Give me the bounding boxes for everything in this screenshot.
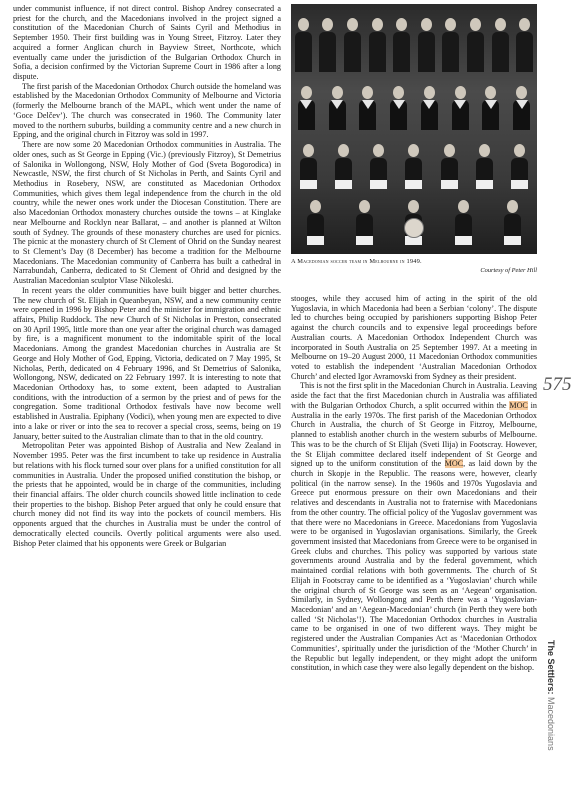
- person-figure: [393, 18, 410, 72]
- person-figure: [418, 18, 435, 72]
- person-figure: [492, 18, 509, 72]
- person-figure: [370, 144, 387, 189]
- split-text-3: , as laid down by the church in Skopje in the Republic. The reasons were, however, clearly political (in the narrow sense). In the 1960s and 1970s Yugoslavia and Greece put enormous pressure on their own Macedonians and their relatives and descendants in Australia not to fraternise with Macedonians from the other country. The official policy of the Yugoslav government was that there were no Macedonians in Greece. Macedonians from Yugoslavia were to be organised in Yugoslavian organisations. Similarly, the Greek government insisted that Macedonians from Greece were to be organised in Greek clubs and churches. This policy was supported by various state governments around Australia and by the federal government, which maintained cordial relations with both governments. The church of St Elijah in Footscray came to be identified as a ‘Yugoslavian’ church while the original church of St George was seen as an ‘Aegean’ organisation. Similarly, in Sydney, Wollongong and Perth there was a ‘Yugoslavian-Macedonian’ and an ‘Aegean-Macedonian’ church (in Perth they were both called ‘St Nicholas’!). The Macedonian Orthodox churches in Australia came to be organised in one of two different ways. They might be registered under the Australian Companies Act as ‘Macedonian Orthodox Communities’, spiritually under the jurisdiction of the ‘Mother Church’ in the Republic but legally independent, or they might adopt the uniform constitution, in which case they were also legally dependent on the bishop.: [291, 459, 538, 673]
- photo-seated-row: [291, 144, 537, 189]
- person-figure: [513, 86, 530, 130]
- paragraph-metropolitan-peter: Metropolitan Peter was appointed Bishop of Australia and New Zealand in November 1995. Peter was the first incumbent to take up residence in Australia but relations with his flock turned sour over plans for a unified constitution for all communities in Australia. Under the proposed unified constitution the bishop, or the priests that he appointed, would be in charge of the communities, including their financial affairs. The older church councils showed little inclination to cede their properties to the bishop. Bishop Peter argued that only he could ensure that church money did not find its way into the pockets of council members. His opponents argued that the churches in Australia must be under the control of democratically elected councils. Overtly political arguments were also used. Bishop Peter claimed that his opponents were Greek or Bulgarian: [13, 441, 281, 548]
- person-figure: [511, 144, 528, 189]
- person-figure: [369, 18, 386, 72]
- photo-middle-row: [291, 86, 537, 130]
- person-figure: [319, 18, 336, 72]
- person-figure: [442, 18, 459, 72]
- person-figure: [359, 86, 376, 130]
- person-figure: [504, 200, 521, 245]
- person-figure: [298, 86, 315, 130]
- person-figure: [390, 86, 407, 130]
- person-figure: [405, 144, 422, 189]
- running-head-part: The Settlers:: [546, 640, 556, 695]
- paragraph-stooges: stooges, while they accused him of acting in the spirit of the old Yugoslavia, in which Macedonia had been a Serbian ‘colony’. The dispute led to churches being occupied by parishioners supporting Bishop Peter against the church councils and to expensive legal proceedings before Australian courts. A Macedonian Orthodox Independent Church was incorporated in South Australia on 25 September 1997. At a meeting in Melbourne on 19–20 August 2000, 11 Macedonian Orthodox communities voted to establish the independent ‘Australian Macedonian Orthodox Church’ and elected Igor Avramovski from Sydney as their president.: [291, 294, 537, 381]
- person-figure: [452, 86, 469, 130]
- split-text-1: This is not the first split in the Macedonian Church in Australia. Leaving aside the fact that the first Macedonian church in Australia was affiliated with the Bulgarian Orthodox Church, a split occurred within the: [291, 381, 537, 410]
- person-figure: [516, 18, 533, 72]
- person-figure: [356, 200, 373, 245]
- photo-caption: A Macedonian soccer team in Melbourne in 1949.: [291, 258, 422, 265]
- soccer-ball-icon: [404, 218, 424, 238]
- person-figure: [295, 18, 312, 72]
- paragraph-recent-churches: In recent years the older communities have built bigger and better churches. The new church of St. Elijah in Queanbeyan, NSW, and a new community centre were opened in 1996 by Bishop Peter and the minister for immigration and ethnic affairs, Philip Ruddock. The new Church of St Nicholas in Preston, consecrated on 30 April 1995, little more than one year after the original church was damaged by fire, is a magnificent monument to the indomitable spirit of the local Macedonians. Among the grandest Macedonian churches in Australia are St George and Holy Mother of God, Epping, Victoria, dedicated on 7 May 1995, St Nicholas, Perth, dedicated on 4 February 1996, and St Demetrius of Salonika, Wollongong, NSW, dedicated on 22 February 1997. It is interesting to note that Macedonian Orthodoxy has, to some extent, been adapted to Australian conditions, with the introduction of a sermon by the priest and of pews for the congregation. Some traditional Orthodox festivals have now become well established in Australia. Epiphany (Vodici), when young men are expected to dive into a lake or river or into the sea to recover a special cross, seems, being on 19 January, better suited to the Australian climate than to that in the old country.: [13, 285, 281, 441]
- paragraph-first-split: [291, 381, 537, 673]
- running-head: [546, 640, 556, 751]
- person-figure: [482, 86, 499, 130]
- photo-back-row: [291, 18, 537, 72]
- page-number: 575: [543, 374, 572, 395]
- paragraph-first-parish: The first parish of the Macedonian Orthodox Church outside the homeland was established by the Macedonian Orthodox Community of Melbourne and Victoria (formerly the Melbourne branch of the MAPL, which went under the name of ‘Goce Delčev’). The church was consecrated in 1960. The Community later moved to the northern suburbs, building a community centre and a new church in Epping, and the original church in Fitzroy was sold in 1997.: [13, 81, 281, 140]
- person-figure: [455, 200, 472, 245]
- person-figure: [307, 200, 324, 245]
- photo-credit: Courtesy of Peter Hill: [480, 267, 537, 274]
- person-figure: [329, 86, 346, 130]
- soccer-team-photo: [291, 4, 537, 254]
- person-figure: [344, 18, 361, 72]
- split-text-2: in Australia in the early 1970s. The first parish of the Macedonian Orthodox Church in Australia, the church of St George in Fitzroy, Melbourne, planned to establish another church in the western suburbs of Melbourne. This was to be the church of St Elijah (Sveti Ilija) in Footscray. However, the St Elijah committee declared itself independent of St George and signed up to the uniform constitution of the: [291, 400, 537, 469]
- person-figure: [476, 144, 493, 189]
- person-figure: [441, 144, 458, 189]
- person-figure: [335, 144, 352, 189]
- person-figure: [300, 144, 317, 189]
- moc-highlight: MOC: [444, 459, 464, 469]
- paragraph-communities: There are now some 20 Macedonian Orthodox communities in Australia. The older ones, such as St George in Epping (Vic.) (previously Fitzroy), St Demetrius of Salonika in Wollongong, NSW, Holy Mother of God (Sveta Bogorodica) in Newcastle, NSW, the first church of St Nicholas in Perth, and Saints Cyril and Methodius in Rosebery, NSW, are constituted as Macedonian Orthodox Communities, which gives them legal independence from the church in the old country, while the newer ones work under the Diocesan Constitution. There are also Macedonian Orthodox monastery churches outside the towns – at Kinglake near Melbourne and Rocklyn near Ballarat, – and another is planned at Wilton south of Sydney. The grounds of these monastery churches are used for picnics. The picnic at the monastery church of St Clement of Ohrid on the Sunday nearest to St Clement’s Day (8 December) has become a tradition for the Melbourne Macedonians. The Macedonian community of Canberra has built a cathedral in Narrabundah, Canberra, dedicated to St Clement of Ohrid and designed by the Australian Macedonian sculptor Vlase Nikoleski.: [13, 140, 281, 286]
- person-figure: [467, 18, 484, 72]
- right-text-column: [291, 294, 537, 673]
- person-figure: [421, 86, 438, 130]
- moc-highlight: MOC: [509, 400, 528, 410]
- running-head-chapter: Macedonians: [546, 697, 556, 751]
- left-text-column: [13, 4, 281, 548]
- paragraph-continuation: under communist influence, if not direct control. Bishop Andrey consecrated a priest for the church, and the Macedonians involved in the project signed a constitution of the Macedonian Church of Saints Cyril and Methodius in September 1950. Their first building was in Young Street, Fitzroy. Later they acquired a former Anglican church in Bayview Street, Northcote, which eventually came under the jurisdiction of the Bulgarian Orthodox Church in Sofia, a decision confirmed by the Victorian Supreme Court in 1986 after a long dispute.: [13, 4, 281, 82]
